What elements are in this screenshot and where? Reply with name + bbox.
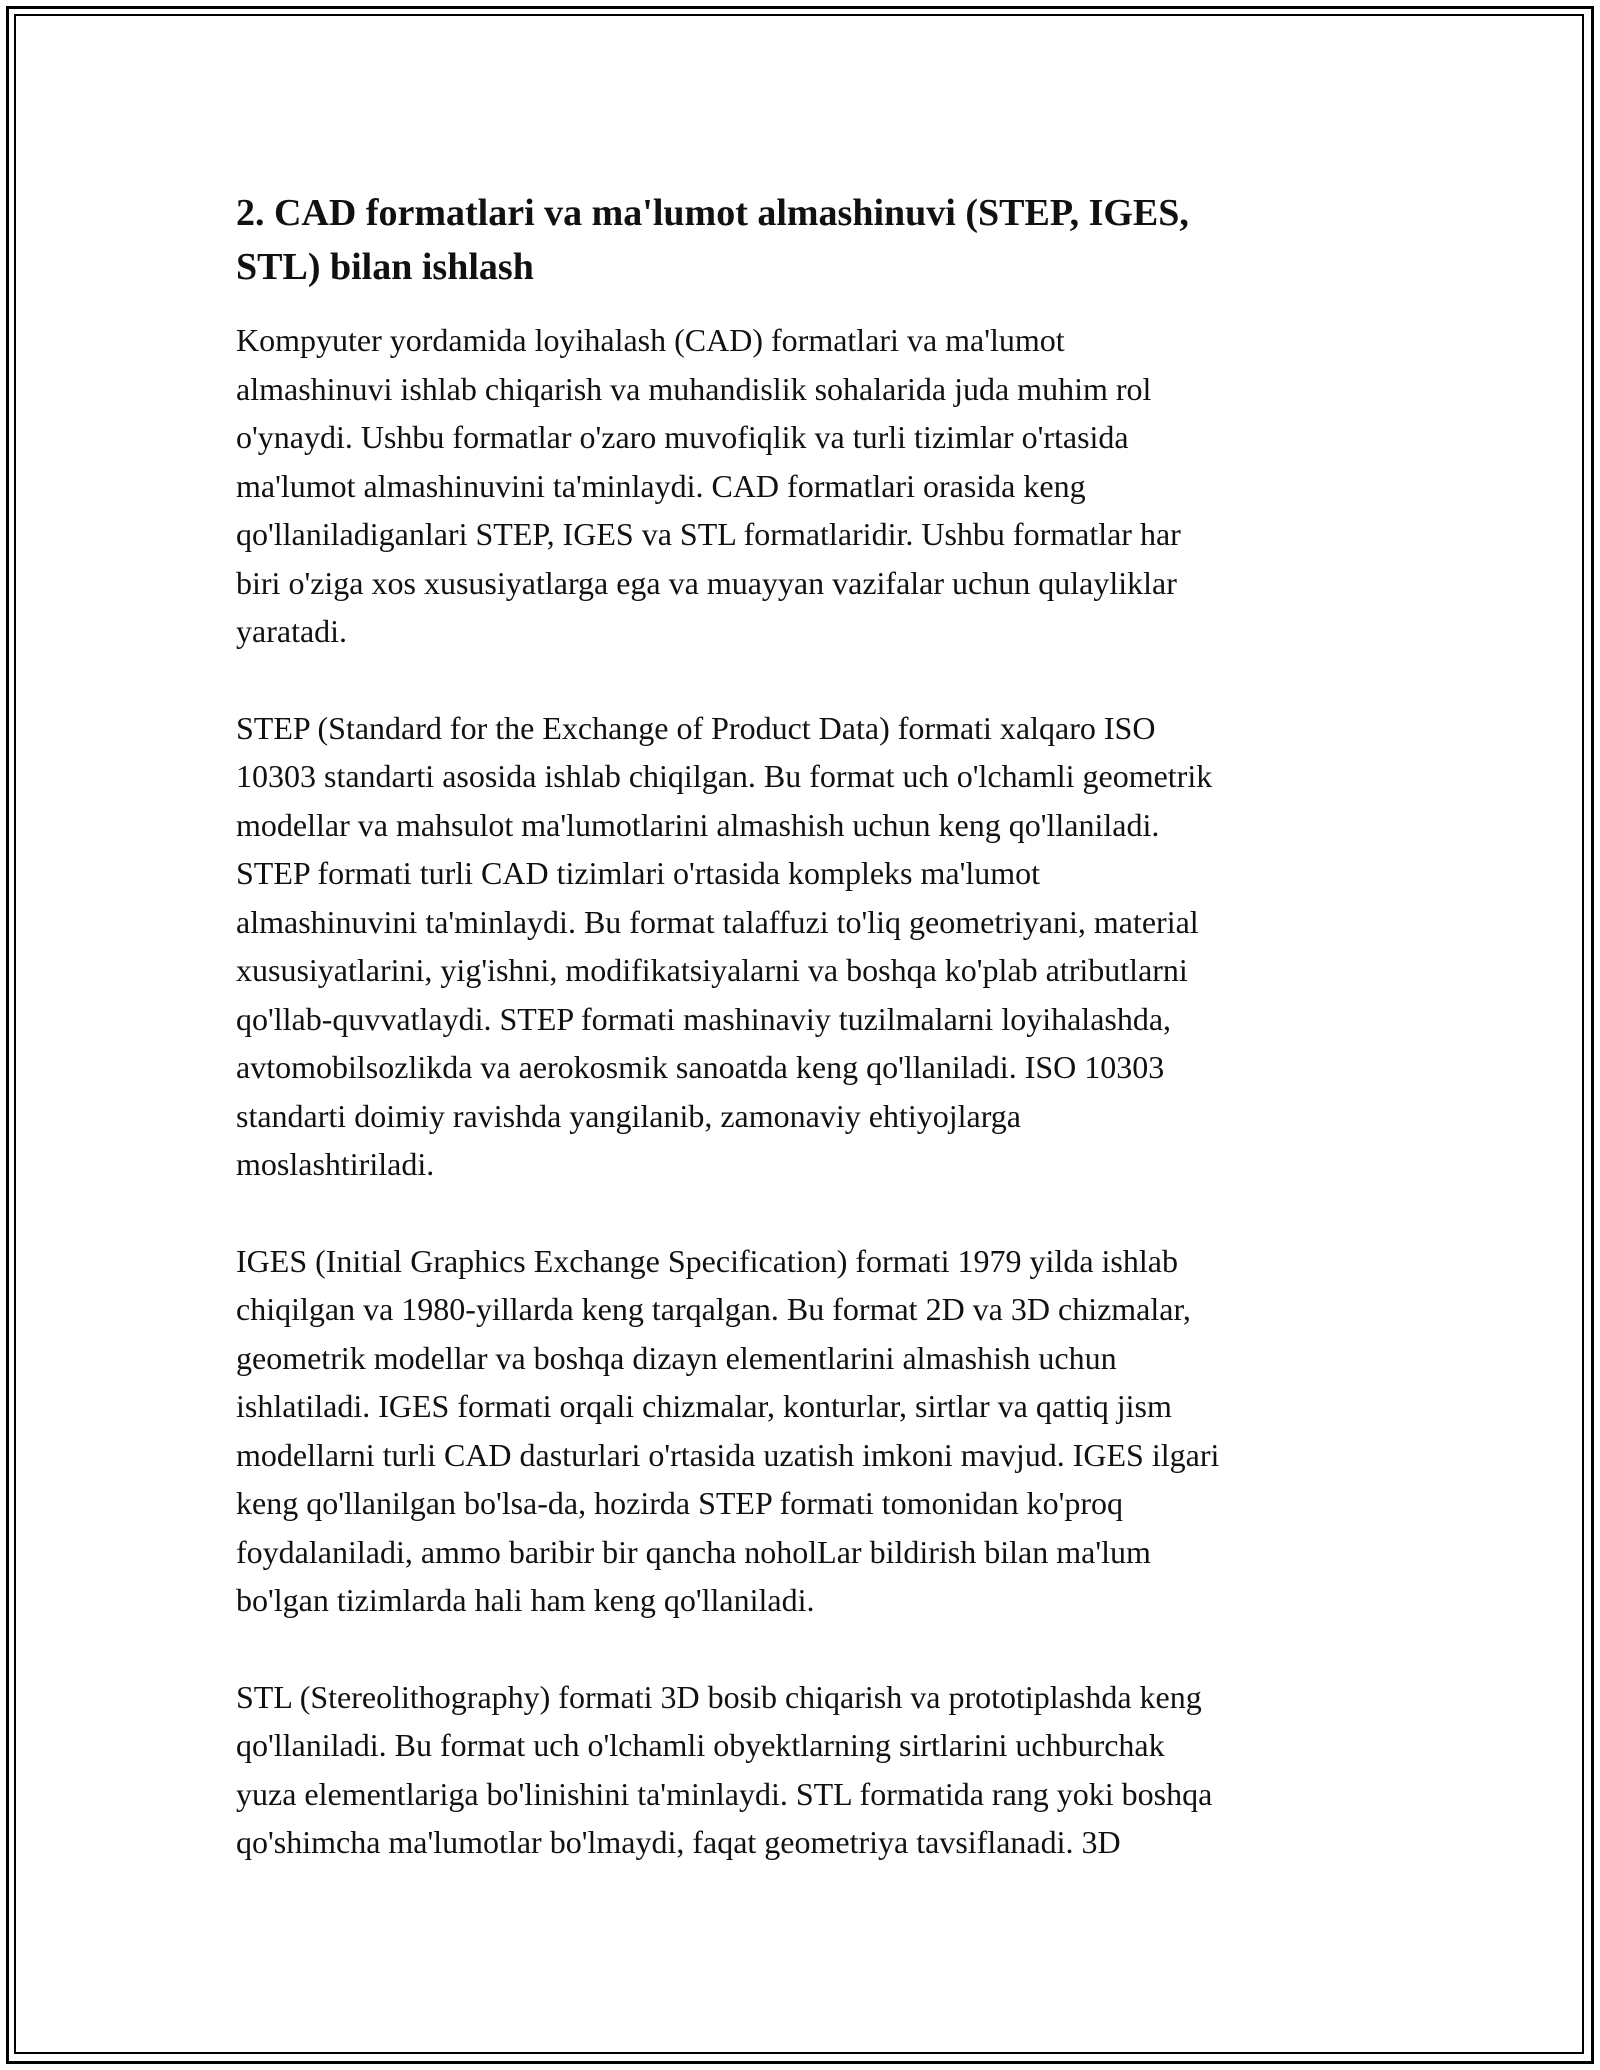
text-line: 10303 standarti asosida ishlab chiqilgan. Bu format uch o'lchamli geometrik bbox=[236, 758, 1213, 794]
text-line: qo'llab-quvvatlaydi. STEP formati mashinaviy tuzilmalarni loyihalashda, bbox=[236, 1000, 1172, 1037]
heading-line: STL) bilan ishlash bbox=[236, 246, 534, 288]
text-line: almashinuvini ta'minlaydi. Bu format talaffuzi to'liq geometriyani, material bbox=[236, 903, 1199, 940]
text-line: modellar va mahsulot ma'lumotlarini almashish uchun keng qo'llaniladi. bbox=[236, 806, 1160, 843]
text-line: avtomobilsozlikda va aerokosmik sanoatda keng qo'llaniladi. ISO 10303 bbox=[236, 1049, 1165, 1085]
text-line: ma'lumot almashinuvini ta'minlaydi. CAD formatlari orasida keng bbox=[236, 467, 1086, 504]
text-line: keng qo'llanilgan bo'lsa-da, hozirda STEP formati tomonidan ko'proq bbox=[236, 1485, 1124, 1521]
section-heading bbox=[236, 186, 1376, 294]
text-line: almashinuvi ishlab chiqarish va muhandislik sohalarida juda muhim rol bbox=[236, 370, 1152, 407]
text-line: modellarni turli CAD dasturlari o'rtasida uzatish imkoni mavjud. IGES ilgari bbox=[236, 1436, 1220, 1473]
text-line: yaratadi. bbox=[236, 613, 348, 649]
text-line: o'ynaydi. Ushbu formatlar o'zaro muvofiqlik va turli tizimlar o'rtasida bbox=[236, 419, 1129, 455]
text-line: geometrik modellar va boshqa dizayn elementlarini almashish uchun bbox=[236, 1339, 1117, 1376]
text-line: foydalaniladi, ammo baribir bir qancha noholLar bildirish bilan ma'lum bbox=[236, 1533, 1151, 1570]
text-line: biri o'ziga xos xususiyatlarga ega va muayyan vazifalar uchun qulayliklar bbox=[236, 564, 1177, 601]
text-line: bo'lgan tizimlarda hali ham keng qo'llaniladi. bbox=[236, 1582, 815, 1618]
paragraph-step bbox=[236, 704, 1376, 1189]
text-line: qo'llaniladi. Bu format uch o'lchamli obyektlarning sirtlarini uchburchak bbox=[236, 1727, 1165, 1763]
paragraph-cad-intro bbox=[236, 316, 1376, 656]
text-line: chiqilgan va 1980-yillarda keng tarqalgan. Bu format 2D va 3D chizmalar, bbox=[236, 1291, 1191, 1327]
document-body bbox=[236, 186, 1376, 1915]
text-line: ishlatiladi. IGES formati orqali chizmalar, konturlar, sirtlar va qattiq jism bbox=[236, 1388, 1172, 1424]
text-line: qo'shimcha ma'lumotlar bo'lmaydi, faqat geometriya tavsiflanadi. 3D bbox=[236, 1824, 1121, 1860]
text-line: IGES (Initial Graphics Exchange Specification) formati 1979 yilda ishlab bbox=[236, 1242, 1178, 1279]
text-line: moslashtiriladi. bbox=[236, 1146, 435, 1182]
paragraph-stl bbox=[236, 1673, 1376, 1867]
text-line: standarti doimiy ravishda yangilanib, zamonaviy ehtiyojlarga bbox=[236, 1097, 1021, 1134]
text-line: STEP (Standard for the Exchange of Product Data) formati xalqaro ISO bbox=[236, 709, 1156, 746]
text-line: xususiyatlarini, yig'ishni, modifikatsiyalarni va boshqa ko'plab atributlarni bbox=[236, 952, 1188, 988]
text-line: Kompyuter yordamida loyihalash (CAD) formatlari va ma'lumot bbox=[236, 322, 1065, 358]
paragraph-iges bbox=[236, 1237, 1376, 1625]
text-line: qo'llaniladiganlari STEP, IGES va STL formatlaridir. Ushbu formatlar har bbox=[236, 516, 1181, 552]
text-line: STEP formati turli CAD tizimlari o'rtasida kompleks ma'lumot bbox=[236, 855, 1041, 891]
text-line: STL (Stereolithography) formati 3D bosib chiqarish va prototiplashda keng bbox=[236, 1678, 1202, 1715]
text-line: yuza elementlariga bo'linishini ta'minlaydi. STL formatida rang yoki boshqa bbox=[236, 1775, 1213, 1812]
heading-line: 2. CAD formatlari va ma'lumot almashinuvi (STEP, IGES, bbox=[236, 192, 1189, 234]
